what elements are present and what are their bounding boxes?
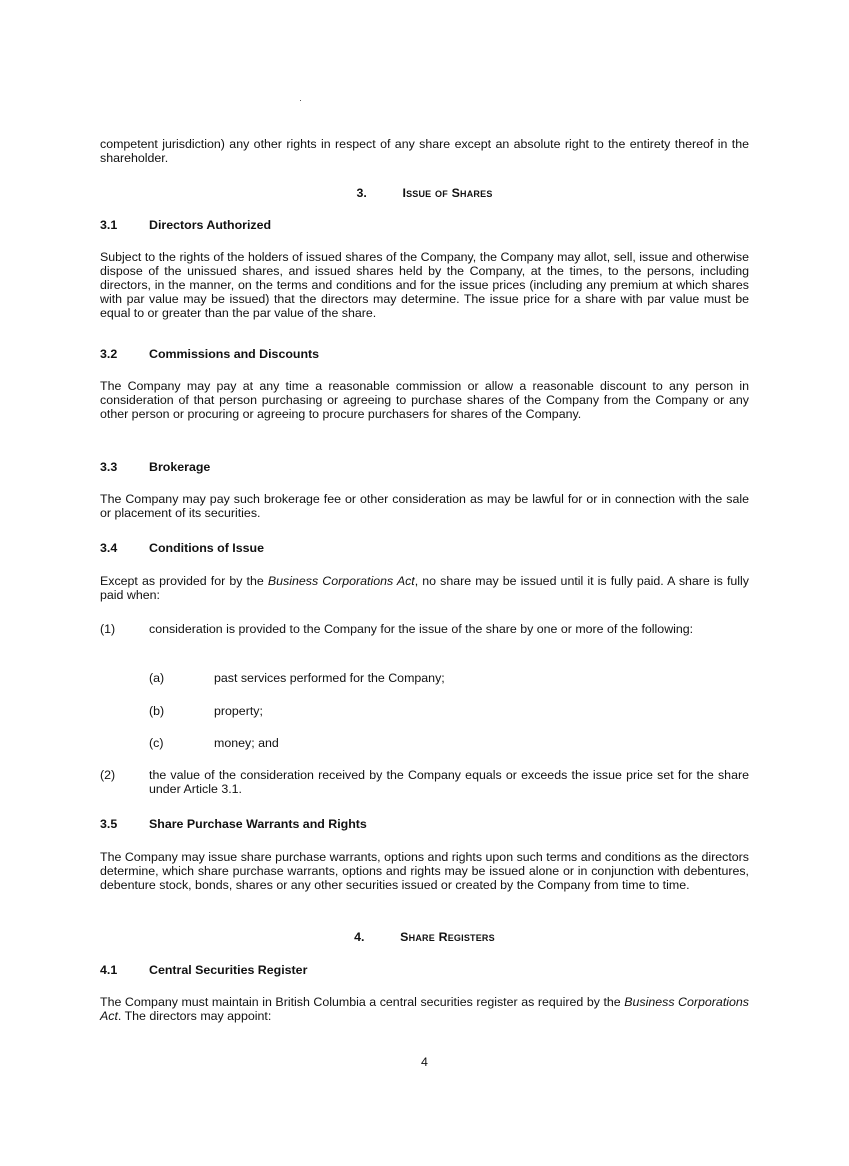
item-label: (b) (149, 704, 165, 718)
section-title: Conditions of Issue (149, 541, 264, 555)
sub-list-item (149, 736, 279, 750)
section-3-1-body: Subject to the rights of the holders of issued shares of the Company, the Company may allot, sell, issue and otherwise dispose of the unissued shares, and issued shares held by the Company, at the times, to the persons, including directors, in the manner, on the terms and conditions and for the issue prices (including any premium at which shares with par value may be issued) that the directors may determine. The issue price for a share with par value must be equal to or greater than the par value of the share. (100, 250, 749, 320)
sub-list-item (149, 671, 445, 685)
statute-name: Business Corporations Act (100, 995, 749, 1023)
item-text: past services performed for the Company; (214, 671, 445, 685)
list-item (100, 622, 749, 636)
intro-paragraph: competent jurisdiction) any other rights in respect of any share except an absolute right to the entirety thereof in the shareholder. (100, 137, 749, 165)
section-4-1-body: The Company must maintain in British Columbia a central securities register as required by the Business Corporations Act. The directors may appoint: (100, 995, 749, 1023)
article-3-heading (0, 186, 849, 200)
section-3-3-body: The Company may pay such brokerage fee or other consideration as may be lawful for or in connection with the sale or placement of its securities. (100, 492, 749, 520)
section-4-1-heading (100, 963, 307, 977)
section-title: Directors Authorized (149, 218, 272, 232)
article-number: 4. (354, 930, 365, 944)
item-label: (c) (149, 736, 164, 750)
section-3-1-heading (100, 218, 271, 232)
section-title: Commissions and Discounts (149, 347, 320, 361)
sub-list-item (149, 704, 263, 718)
section-title: Brokerage (149, 460, 211, 474)
section-number: 3.1 (100, 218, 118, 232)
section-3-5-body: The Company may issue share purchase warrants, options and rights upon such terms and conditions as the directors determine, which share purchase warrants, options and rights may be issued alone or in conjunction with debentures, debenture stock, bonds, shares or any other securities issued or created by the Company from time to time. (100, 850, 749, 892)
item-text: property; (214, 704, 263, 718)
item-label: (1) (100, 622, 116, 636)
article-4-heading (0, 930, 849, 944)
section-title: Share Purchase Warrants and Rights (149, 817, 367, 831)
section-number: 3.3 (100, 460, 118, 474)
section-3-2-body: The Company may pay at any time a reasonable commission or allow a reasonable discount to any person in consideration of that person purchasing or agreeing to purchase shares of the Company from the Company or any other person or procuring or agreeing to procure purchasers for shares of the Company. (100, 379, 749, 421)
section-3-4-heading (100, 541, 264, 555)
section-number: 3.2 (100, 347, 118, 361)
section-3-2-heading (100, 347, 319, 361)
item-label: (2) (100, 768, 116, 782)
statute-name: Business Corporations Act (267, 574, 415, 588)
item-label: (a) (149, 671, 165, 685)
item-text: the value of the consideration received by the Company equals or exceeds the issue price set for the share under Article 3.1. (149, 768, 749, 796)
article-title: Issue of Shares (402, 186, 493, 200)
article-title: Share Registers (400, 930, 495, 944)
item-text: money; and (214, 736, 279, 750)
section-number: 3.4 (100, 541, 118, 555)
article-number: 3. (356, 186, 367, 200)
page-number: 4 (421, 1055, 428, 1069)
list-item (100, 768, 749, 796)
section-3-4-body: Except as provided for by the Business Corporations Act, no share may be issued until it is fully paid. A share is fully paid when: (100, 574, 750, 602)
section-number: 4.1 (100, 963, 118, 977)
stray-mark (300, 100, 301, 101)
section-number: 3.5 (100, 817, 118, 831)
section-title: Central Securities Register (149, 963, 308, 977)
section-3-5-heading (100, 817, 367, 831)
item-text: consideration is provided to the Company for the issue of the share by one or more of the following: (149, 622, 694, 636)
section-3-3-heading (100, 460, 210, 474)
